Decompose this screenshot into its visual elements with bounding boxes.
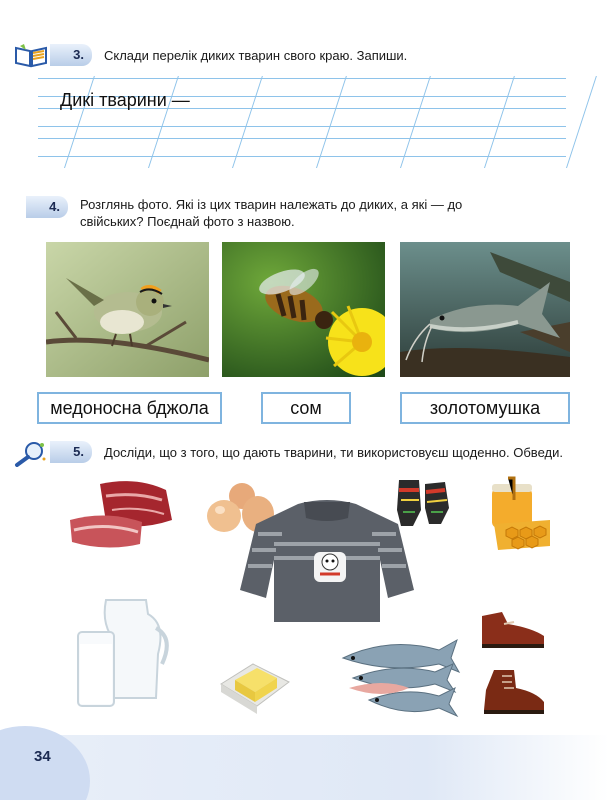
milk-jug-image[interactable] bbox=[76, 594, 176, 710]
magnifier-icon bbox=[14, 441, 48, 472]
wool-sweater-image[interactable] bbox=[238, 494, 416, 628]
label-catfish[interactable]: сом bbox=[261, 392, 351, 424]
wild-animals-label: Дикі тварини — bbox=[60, 90, 190, 110]
leather-boot-image[interactable] bbox=[480, 668, 548, 716]
task-4-number: 4. bbox=[26, 196, 68, 218]
task-4-text: Розглянь фото. Які із цих тварин належать до диких, а які — до свійських? Поєднай фото з назвою. bbox=[80, 197, 463, 229]
honeybee-photo[interactable] bbox=[222, 242, 385, 377]
fish-image[interactable] bbox=[339, 628, 461, 724]
task-4-header bbox=[26, 196, 586, 230]
task-3-number: 3. bbox=[50, 44, 92, 66]
book-icon bbox=[14, 44, 48, 73]
footer-band bbox=[0, 735, 609, 800]
task-3-text: Склади перелік диких тварин свого краю. Запиши. bbox=[104, 48, 408, 63]
butter-image[interactable] bbox=[217, 650, 293, 716]
task-5-text: Досліди, що з того, що дають тварини, ти використовуєш щоденно. Обведи. bbox=[104, 445, 563, 460]
page-number: 34 bbox=[34, 748, 51, 765]
label-honeybee[interactable]: медоносна бджола bbox=[37, 392, 222, 424]
task-3-header bbox=[14, 44, 407, 73]
meat-image[interactable] bbox=[66, 476, 176, 552]
goldcrest-photo[interactable] bbox=[46, 242, 209, 377]
task-5-number: 5. bbox=[50, 441, 92, 463]
leather-shoe-image[interactable] bbox=[478, 608, 548, 650]
label-goldcrest[interactable]: золотомушка bbox=[400, 392, 570, 424]
task-5-header bbox=[14, 441, 563, 472]
honey-image[interactable] bbox=[484, 474, 556, 552]
catfish-photo[interactable] bbox=[400, 242, 570, 377]
